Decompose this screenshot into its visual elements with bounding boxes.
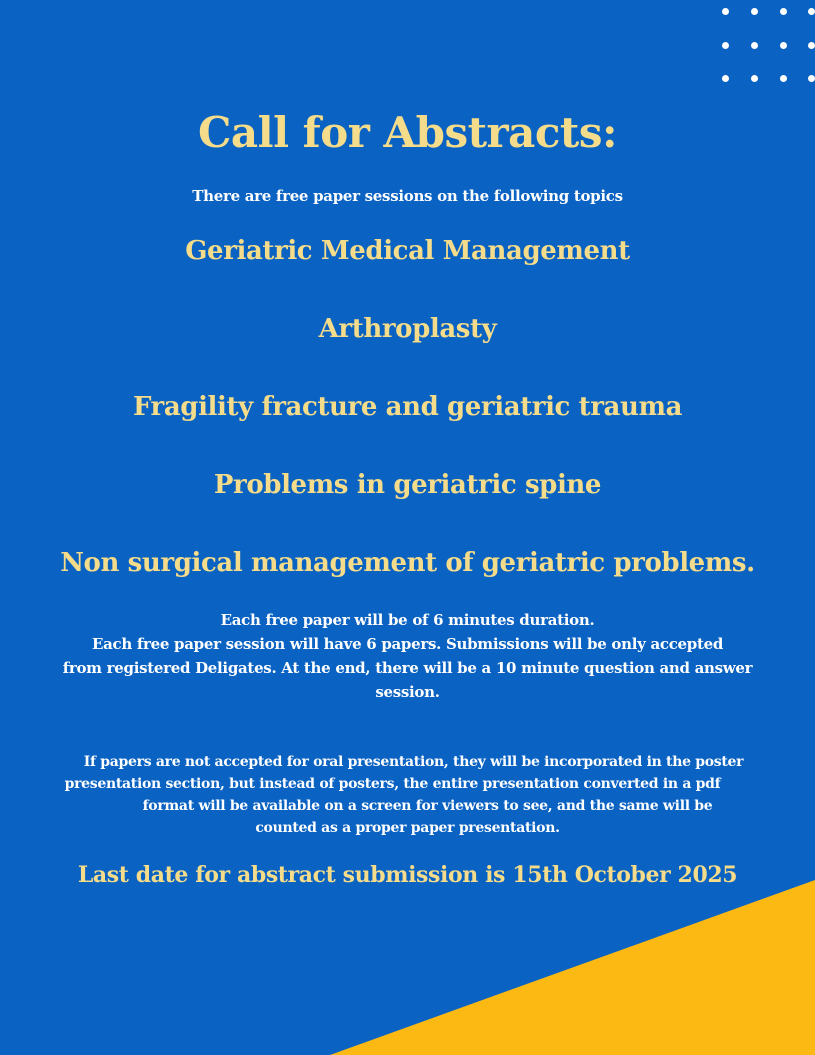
topic-arthroplasty: Arthroplasty (318, 314, 497, 344)
session-delegates-line: from registered Deligates. At the end, there will be a 10 minute question and answer (62, 659, 753, 677)
topic-fragility-fracture: Fragility fracture and geriatric trauma (132, 392, 683, 422)
session-details (0, 608, 815, 704)
dot-icon (780, 8, 787, 15)
dot-icon (722, 8, 729, 15)
session-end-line: session. (375, 683, 440, 701)
dot-icon (751, 42, 758, 49)
dot-icon (780, 42, 787, 49)
session-papers-line: Each free paper session will have 6 papers. Submissions will be only accepted (91, 635, 724, 653)
submission-deadline: Last date for abstract submission is 15th October 2025 (77, 862, 738, 888)
poster-details (0, 751, 815, 839)
page-title: Call for Abstracts: (198, 108, 617, 157)
poster-line: If papers are not accepted for oral presentation, they will be incorporated in the poster (83, 754, 744, 770)
dot-icon (780, 75, 787, 82)
dot-icon (808, 42, 815, 49)
dot-icon (722, 75, 729, 82)
dot-icon (751, 75, 758, 82)
poster-line: presentation section, but instead of posters, the entire presentation converted in a pdf (64, 776, 721, 792)
topic-non-surgical-management: Non surgical management of geriatric problems. (60, 548, 755, 578)
dot-icon (808, 75, 815, 82)
poster-line: format will be available on a screen for viewers to see, and the same will be (142, 798, 713, 814)
decorative-dot-grid (722, 8, 815, 88)
dot-icon (722, 42, 729, 49)
dot-icon (808, 8, 815, 15)
dot-icon (751, 8, 758, 15)
topic-geriatric-medical-management: Geriatric Medical Management (185, 236, 630, 266)
session-duration-line: Each free paper will be of 6 minutes duration. (220, 611, 595, 629)
poster-line: counted as a proper paper presentation. (255, 820, 560, 836)
topics-intro: There are free paper sessions on the following topics (192, 187, 623, 205)
topic-geriatric-spine: Problems in geriatric spine (213, 470, 602, 500)
